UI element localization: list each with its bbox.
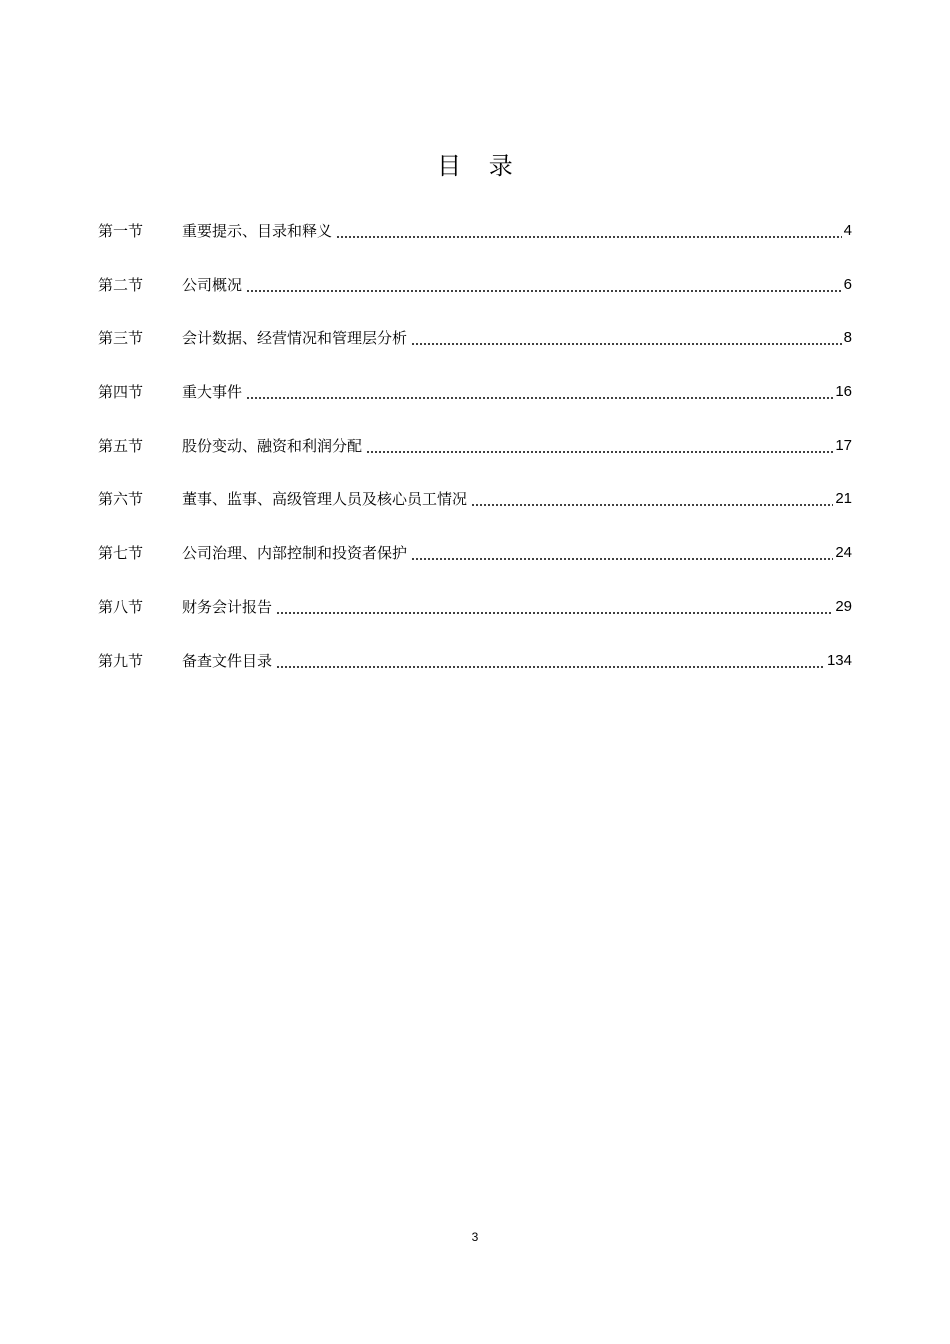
toc-page-number: 16: [835, 383, 852, 401]
toc-dot-leader: [411, 325, 842, 351]
toc-section-number: 第三节: [98, 329, 144, 348]
toc-section-number: 第九节: [98, 651, 144, 670]
toc-dot-leader: [246, 379, 833, 405]
toc-row[interactable]: [98, 594, 852, 648]
toc-page-number: 6: [843, 275, 852, 293]
toc-row[interactable]: [98, 486, 852, 540]
toc-section-number: 第二节: [98, 275, 144, 294]
toc-section-title: 公司概况: [182, 275, 243, 294]
toc-section-title: 董事、监事、高级管理人员及核心员工情况: [182, 490, 468, 509]
toc-row[interactable]: [98, 218, 852, 272]
toc-page-number: 21: [835, 490, 852, 508]
toc-page-number: 8: [843, 329, 852, 347]
toc-row[interactable]: [98, 648, 852, 702]
toc-section-title: 备查文件目录: [182, 651, 273, 670]
toc-row[interactable]: [98, 272, 852, 326]
toc-dot-leader: [471, 486, 833, 512]
toc-row[interactable]: [98, 325, 852, 379]
toc-section-number: 第五节: [98, 436, 144, 455]
toc-section-title: 公司治理、内部控制和投资者保护: [182, 544, 408, 563]
toc-section-number: 第四节: [98, 383, 144, 402]
footer-page-number: 3: [471, 1230, 479, 1244]
toc-section-title: 会计数据、经营情况和管理层分析: [182, 329, 408, 348]
toc-section-number: 第六节: [98, 490, 144, 509]
toc-dot-leader: [246, 272, 842, 298]
table-of-contents: [98, 218, 852, 701]
toc-dot-leader: [336, 218, 842, 244]
toc-dot-leader: [366, 433, 833, 459]
toc-row[interactable]: [98, 540, 852, 594]
toc-page-number: 29: [835, 597, 852, 615]
toc-section-title: 重大事件: [182, 383, 243, 402]
toc-dot-leader: [276, 648, 825, 674]
toc-dot-leader: [411, 540, 833, 566]
toc-section-number: 第一节: [98, 222, 144, 240]
toc-section-number: 第八节: [98, 597, 144, 616]
toc-section-title: 财务会计报告: [182, 597, 273, 616]
page-title: 目 录: [437, 152, 523, 180]
toc-page-number: 134: [826, 651, 852, 669]
toc-row[interactable]: [98, 379, 852, 433]
toc-page-number: 17: [835, 436, 852, 454]
toc-dot-leader: [276, 594, 833, 620]
toc-section-number: 第七节: [98, 544, 144, 563]
toc-row[interactable]: [98, 433, 852, 487]
toc-section-title: 股份变动、融资和利润分配: [182, 436, 363, 455]
toc-page-number: 24: [835, 544, 852, 562]
toc-section-title: 重要提示、目录和释义: [182, 222, 333, 240]
toc-page-number: 4: [843, 222, 852, 239]
